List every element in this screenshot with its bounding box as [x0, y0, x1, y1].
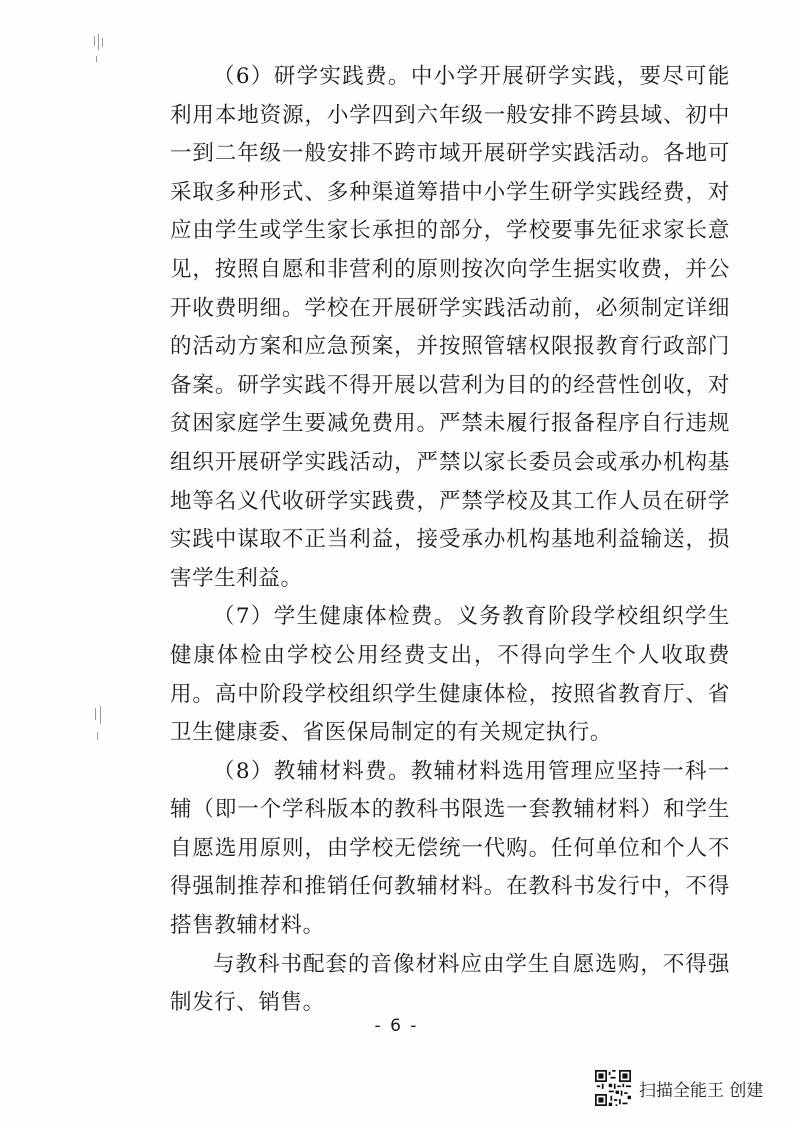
paragraph-teaching-material-fee: （8）教辅材料费。教辅材料选用管理应坚持一科一辅（即一个学科版本的教科书限选一套教辅材料）和学生自愿选用原则，由学校无偿统一代购。任何单位和个人不得强制推荐和推销任何教辅材料。在教科书发行中，不得搭售教辅材料。 — [170, 758, 730, 939]
paragraph-audio-video-materials: 与教科书配套的音像材料应由学生自愿选购，不得强制发行、销售。 — [170, 951, 730, 1016]
scan-speck-mark — [92, 706, 106, 754]
document-body — [170, 58, 730, 1023]
paragraph-health-exam-fee: （7）学生健康体检费。义务教育阶段学校组织学生健康体检由学校公用经费支出，不得向学生个人收取费用。高中阶段学校组织学生健康体检，按照省教育厅、省卫生健康委、省医保局制定的有关规定执行。 — [170, 604, 730, 746]
qr-code-icon — [595, 1070, 631, 1106]
watermark-text: 扫描全能王 创建 — [639, 1080, 764, 1101]
scanner-watermark — [595, 1066, 763, 1110]
scan-speck-mark — [92, 34, 106, 82]
page-number: - 6 - — [374, 1016, 419, 1036]
paragraph-research-practice-fee: （6）研学实践费。中小学开展研学实践，要尽可能利用本地资源，小学四到六年级一般安排不跨县域、初中一到二年级一般安排不跨市域开展研学实践活动。各地可采取多种形式、多种渠道筹措中小学生研学实践经费，对应由学生或学生家长承担的部分，学校要事先征求家长意见，按照自愿和非营利的原则按次向学生据实收费，并公开收费明细。学校在开展研学实践活动前，必须制定详细的活动方案和应急预案，并按照管辖权限报教育行政部门备案。研学实践不得开展以营利为目的的经营性创收，对贫困家庭学生要减免费用。严禁未履行报备程序自行违规组织开展研学实践活动，严禁以家长委员会或承办机构基地等名义代收研学实践费，严禁学校及其工作人员在研学实践中谋取不正当利益，接受承办机构基地利益输送，损害学生利益。 — [170, 64, 730, 591]
